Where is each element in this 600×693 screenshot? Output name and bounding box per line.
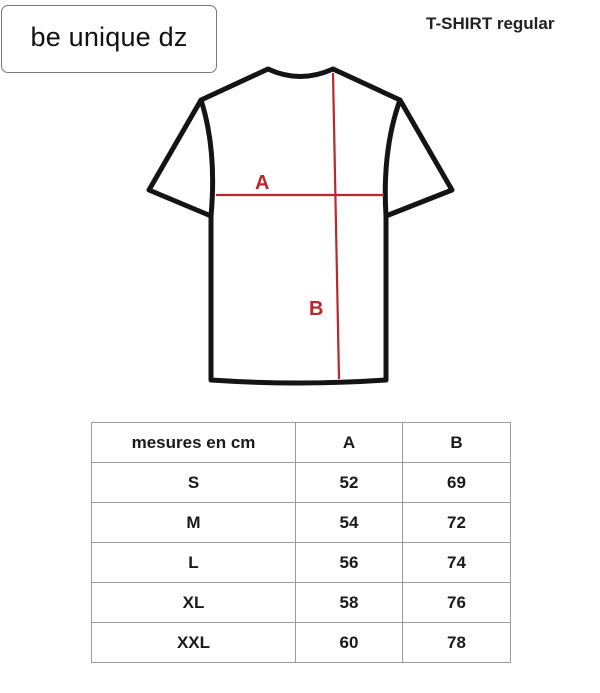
size-cell: M [92,503,296,543]
value-b-cell: 78 [403,623,511,663]
measure-label-b: B [309,298,324,320]
brand-name: be unique dz [30,21,188,52]
table-row [92,583,511,623]
header-cell-a: A [296,423,403,463]
value-b-cell: 74 [403,543,511,583]
table-row [92,463,511,503]
value-b-cell: 76 [403,583,511,623]
size-cell: S [92,463,296,503]
size-cell: XXL [92,623,296,663]
table-row [92,503,511,543]
header-cell-b: B [403,423,511,463]
value-b-cell: 69 [403,463,511,503]
product-title: T-SHIRT regular [426,14,555,33]
value-b-cell: 72 [403,503,511,543]
size-cell: L [92,543,296,583]
table-header-row [92,423,511,463]
table-row [92,623,511,663]
table-row [92,543,511,583]
size-cell: XL [92,583,296,623]
value-a-cell: 58 [296,583,403,623]
size-chart-table [91,422,511,663]
value-a-cell: 60 [296,623,403,663]
measure-label-a: A [255,172,270,194]
value-a-cell: 56 [296,543,403,583]
value-a-cell: 52 [296,463,403,503]
tshirt-outline [149,69,452,383]
value-a-cell: 54 [296,503,403,543]
header-cell-measure: mesures en cm [92,423,296,463]
